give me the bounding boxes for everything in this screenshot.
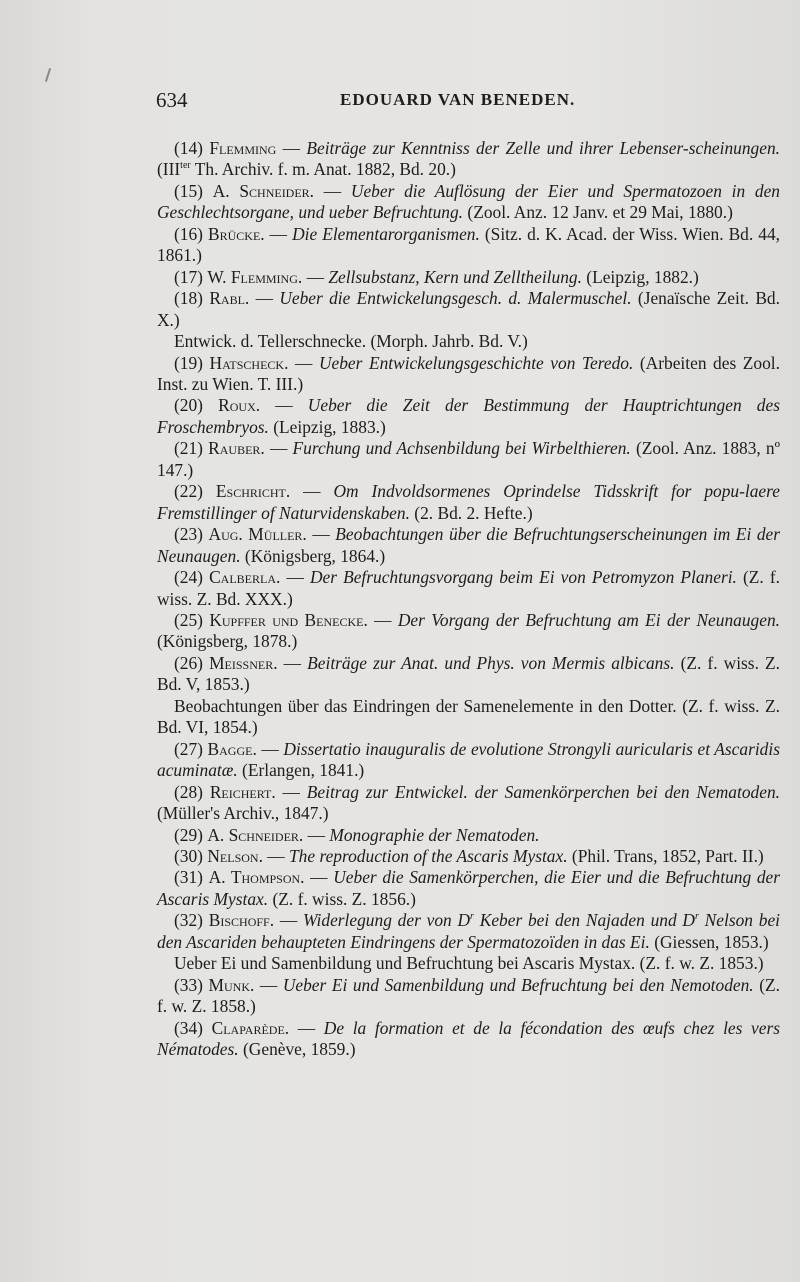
reference-publication: (Zool. Anz. 1883, nº 147.) xyxy=(157,438,781,480)
reference-author: Nelson. xyxy=(207,845,263,866)
reference-publication: (Sitz. d. K. Acad. der Wiss. Wien. Bd. 44, 1861.) xyxy=(157,223,780,266)
reference-author: Claparède. xyxy=(211,1017,290,1038)
reference-number: (29) xyxy=(174,824,203,845)
reference-publication: (Z. f. w. Z. 1853.) xyxy=(639,953,764,974)
reference-publication: (Z. f. wiss. Z. Bd. V, 1853.) xyxy=(157,652,780,695)
reference-number: (22) xyxy=(174,481,203,502)
margin-mark xyxy=(45,68,51,82)
reference-title: Beitrag zur Entwickel. der Samenkörperchen bei den Nematoden. xyxy=(306,781,780,802)
reference-title: Ueber Ei und Samenbildung und Befruchtung bei den Nemotoden. xyxy=(282,974,754,995)
reference-title: The reproduction of the Ascaris Mystax. xyxy=(289,845,568,866)
reference-author: W. Flemming. xyxy=(207,266,303,287)
reference-title: Furchung und Achsenbildung bei Wirbelthieren. xyxy=(292,438,631,459)
reference-number: (20) xyxy=(174,395,203,416)
reference-title: Ueber die Samenkörperchen, die Eier und die Befruchtung der Ascaris Mystax. xyxy=(157,867,780,909)
reference-title: Monographie der Nematoden. xyxy=(329,824,540,845)
reference-title: Ueber die Entwickelungsgesch. d. Malermuschel. xyxy=(279,288,632,309)
reference-title: De la formation et de la fécondation des œufs chez les vers Nématodes. xyxy=(157,1017,780,1060)
reference-author: Rauber. xyxy=(208,438,265,459)
reference-number: (14) xyxy=(174,138,203,158)
reference-publication: (Genève, 1859.) xyxy=(243,1039,356,1060)
reference-number: (28) xyxy=(174,781,203,802)
reference-entry: (17) W. Flemming. — Zellsubstanz, Kern und Zelltheilung. (Leipzig, 1882.) xyxy=(174,266,699,287)
reference-title: Ueber Entwickelungsgeschichte von Teredo. xyxy=(318,352,634,373)
reference-author: Rabl. xyxy=(209,288,250,309)
reference-entry: (16) Brücke. — Die Elementarorganismen. (Sitz. d. K. Acad. der Wiss. Wien. Bd. 44, 1861.) xyxy=(157,223,780,266)
reference-publication: (Leipzig, 1883.) xyxy=(273,416,386,437)
reference-publication: (2. Bd. 2. Hefte.) xyxy=(414,502,533,523)
reference-publication: (Giessen, 1853.) xyxy=(654,931,769,952)
reference-title: Beiträge zur Kenntniss der Zelle und ihrer Lebenser-scheinungen. xyxy=(306,138,780,158)
reference-number: (34) xyxy=(174,1017,203,1038)
reference-author: Eschricht. xyxy=(215,481,291,502)
reference-title: Dissertatio inauguralis de evolutione Strongyli auricularis et Ascaridis acuminatæ. xyxy=(157,738,780,781)
reference-entry: (34) Claparède. — De la formation et de la fécondation des œufs chez les vers Nématodes. (Genève, 1859.) xyxy=(157,1017,780,1060)
reference-title: Beiträge zur Anat. und Phys. von Mermis albicans. xyxy=(307,652,675,673)
page-number: 634 xyxy=(156,88,188,112)
reference-entry: (30) Nelson. — The reproduction of the Ascaris Mystax. (Phil. Trans, 1852, Part. II.) xyxy=(174,845,764,866)
reference-author: Flemming xyxy=(209,138,277,158)
reference-entry: (18) Rabl. — Ueber die Entwickelungsgesch. d. Malermuschel. (Jenaïsche Zeit. Bd. X.) xyxy=(157,288,780,330)
reference-continuation xyxy=(157,953,780,974)
reference-title: Die Elementarorganismen. xyxy=(292,223,480,244)
reference-publication: (Morph. Jahrb. Bd. V.) xyxy=(370,331,528,352)
reference-author: A. Schneider. xyxy=(212,180,315,201)
reference-publication: (Z. f. wiss. Z. 1856.) xyxy=(272,888,416,909)
reference-title: Beobachtungen über das Eindringen der Samenelemente in den Dotter. xyxy=(174,695,677,716)
reference-entry: (23) Aug. Müller. — Beobachtungen über die Befruchtungserscheinungen im Ei der Neunaugen. (Königsberg, 1864.) xyxy=(157,524,781,566)
reference-author: Bischoff. xyxy=(208,910,275,931)
reference-number: (19) xyxy=(174,352,203,373)
reference-number: (16) xyxy=(174,223,203,244)
reference-title: Ueber die Auflösung der Eier und Spermatozoen in den Geschlechtsorgane, und ueber Befruchtung. xyxy=(157,180,780,223)
reference-author: Bagge. xyxy=(207,738,257,759)
reference-entry: (25) Kupffer und Benecke. — Der Vorgang der Befruchtung am Ei der Neunaugen. (Königsberg, 1878.) xyxy=(157,609,780,652)
reference-publication: (Leipzig, 1882.) xyxy=(586,266,699,287)
reference-publication: (Phil. Trans, 1852, Part. II.) xyxy=(571,845,764,866)
reference-number: (30) xyxy=(174,845,203,866)
reference-title: Der Vorgang der Befruchtung am Ei der Neunaugen. xyxy=(397,609,780,630)
reference-number: (21) xyxy=(174,438,203,459)
reference-entry: (33) Munk. — Ueber Ei und Samenbildung und Befruchtung bei den Nemotoden. (Z. f. w. Z. 1858.) xyxy=(157,974,780,1017)
reference-author: Hatscheck. xyxy=(209,352,289,373)
reference-publication: (Müller's Archiv., 1847.) xyxy=(157,803,329,824)
reference-author: Brücke. xyxy=(208,223,265,244)
reference-entry: (27) Bagge. — Dissertatio inauguralis de evolutione Strongyli auricularis et Ascaridis acuminatæ. (Erlangen, 1841.) xyxy=(157,738,780,781)
reference-continuation xyxy=(157,696,780,739)
reference-author: Calberla. xyxy=(209,567,281,588)
reference-author: A. Thompson. xyxy=(208,867,305,888)
reference-author: Munk. xyxy=(208,974,255,995)
reference-title: Beobachtungen über die Befruchtungserscheinungen im Ei der Neunaugen. xyxy=(157,524,781,566)
reference-number: (15) xyxy=(174,180,203,201)
reference-author: Meissner. xyxy=(209,652,278,673)
reference-publication: (Königsberg, 1864.) xyxy=(244,545,386,566)
reference-author: A. Schneider. xyxy=(207,824,304,845)
reference-number: (26) xyxy=(174,652,203,673)
reference-entry: (15) A. Schneider. — Ueber die Auflösung der Eier und Spermatozoen in den Geschlechtsorgane, und ueber Befruchtung. (Zool. Anz. 12 Janv. et 29 Mai, 1880.) xyxy=(157,180,780,223)
reference-entry: (26) Meissner. — Beiträge zur Anat. und Phys. von Mermis albicans. (Z. f. wiss. Z. Bd. V, 1853.) xyxy=(157,652,780,695)
reference-title: Der Befruchtungsvorgang beim Ei von Petromyzon Planeri. xyxy=(309,567,737,588)
running-head: EDOUARD VAN BENEDEN. xyxy=(340,90,576,109)
reference-continuation xyxy=(157,331,780,352)
reference-entry: (19) Hatscheck. — Ueber Entwickelungsgeschichte von Teredo. (Arbeiten des Zool. Inst. zu Wien. T. III.) xyxy=(157,352,780,394)
reference-number: (24) xyxy=(174,567,203,588)
reference-publication: (Z. f. wiss. Z. Bd. VI, 1854.) xyxy=(157,695,780,738)
reference-number: (23) xyxy=(174,524,203,545)
reference-entry: (28) Reichert. — Beitrag zur Entwickel. der Samenkörperchen bei den Nematoden. (Müller's Archiv., 1847.) xyxy=(157,781,780,824)
reference-publication: (Z. f. w. Z. 1858.) xyxy=(157,974,780,1017)
reference-author: Roux. xyxy=(218,395,261,416)
reference-title: Entwick. d. Tellerschnecke. xyxy=(174,331,367,352)
reference-title: Zellsubstanz, Kern und Zelltheilung. xyxy=(328,266,582,287)
reference-entry: (22) Eschricht. — Om Indvoldsormenes Oprindelse Tidsskrift for popu-laere Fremstillinger of Naturvidenskaben. (2. Bd. 2. Hefte.) xyxy=(157,481,780,523)
reference-publication: ($III^{ter}$ Th. Archiv. f. m. Anat. 1882, Bd. 20.) xyxy=(157,159,456,180)
reference-publication: (Z. f. wiss. Z. Bd. XXX.) xyxy=(157,567,780,609)
page-header xyxy=(156,88,756,116)
reference-number: (25) xyxy=(174,609,203,630)
reference-number: (31) xyxy=(174,867,203,888)
reference-title: Widerlegung der von $D^r$ Keber bei den Najaden und $D^r$ Nelson bei den Ascariden behaupteten Eindringens der Spermatozoïden in das Ei. xyxy=(157,910,780,952)
reference-number: (18) xyxy=(174,288,203,309)
reference-number: (27) xyxy=(174,738,203,759)
reference-publication: (Jenaïsche Zeit. Bd. X.) xyxy=(157,288,780,330)
reference-publication: (Zool. Anz. 12 Janv. et 29 Mai, 1880.) xyxy=(467,202,733,223)
reference-title: Ueber die Zeit der Bestimmung der Hauptrichtungen des Froschembryos. xyxy=(157,395,780,437)
reference-number: (33) xyxy=(174,974,203,995)
reference-entry: (24) Calberla. — Der Befruchtungsvorgang beim Ei von Petromyzon Planeri. (Z. f. wiss. Z. Bd. XXX.) xyxy=(157,567,780,609)
reference-entry: (21) Rauber. — Furchung und Achsenbildung bei Wirbelthieren. (Zool. Anz. 1883, nº 147.) xyxy=(157,438,781,480)
reference-entry: (31) A. Thompson. — Ueber die Samenkörperchen, die Eier und die Befruchtung der Ascaris Mystax. (Z. f. wiss. Z. 1856.) xyxy=(157,867,780,909)
reference-author: Reichert. xyxy=(209,781,276,802)
reference-entry: (32) Bischoff. — Widerlegung der von $D^r$ Keber bei den Najaden und $D^r$ Nelson bei den Ascariden behaupteten Eindringens der Spermatozoïden in das Ei. (Giessen, 1853.) xyxy=(157,910,780,952)
reference-title: Ueber Ei und Samenbildung und Befruchtung bei Ascaris Mystax. xyxy=(174,953,636,974)
reference-author: Kupffer und Benecke. xyxy=(209,609,368,630)
reference-author: Aug. Müller. xyxy=(208,524,307,545)
reference-number: (17) xyxy=(174,266,203,287)
reference-list xyxy=(157,138,780,1060)
reference-publication: (Königsberg, 1878.) xyxy=(157,631,298,652)
reference-title: Om Indvoldsormenes Oprindelse Tidsskrift for popu-laere Fremstillinger of Naturvidenskaben. xyxy=(157,481,780,523)
reference-entry: (29) A. Schneider. — Monographie der Nematoden. xyxy=(174,824,540,845)
reference-entry: (20) Roux. — Ueber die Zeit der Bestimmung der Hauptrichtungen des Froschembryos. (Leipzig, 1883.) xyxy=(157,395,780,437)
reference-publication: (Erlangen, 1841.) xyxy=(242,760,365,781)
reference-number: (32) xyxy=(174,910,203,931)
reference-publication: (Arbeiten des Zool. Inst. zu Wien. T. III.) xyxy=(157,352,780,394)
reference-entry: (14) Flemming — Beiträge zur Kenntniss der Zelle und ihrer Lebenser-scheinungen. ($III^{ter}$ Th. Archiv. f. m. Anat. 1882, Bd. 20.) xyxy=(157,138,780,180)
